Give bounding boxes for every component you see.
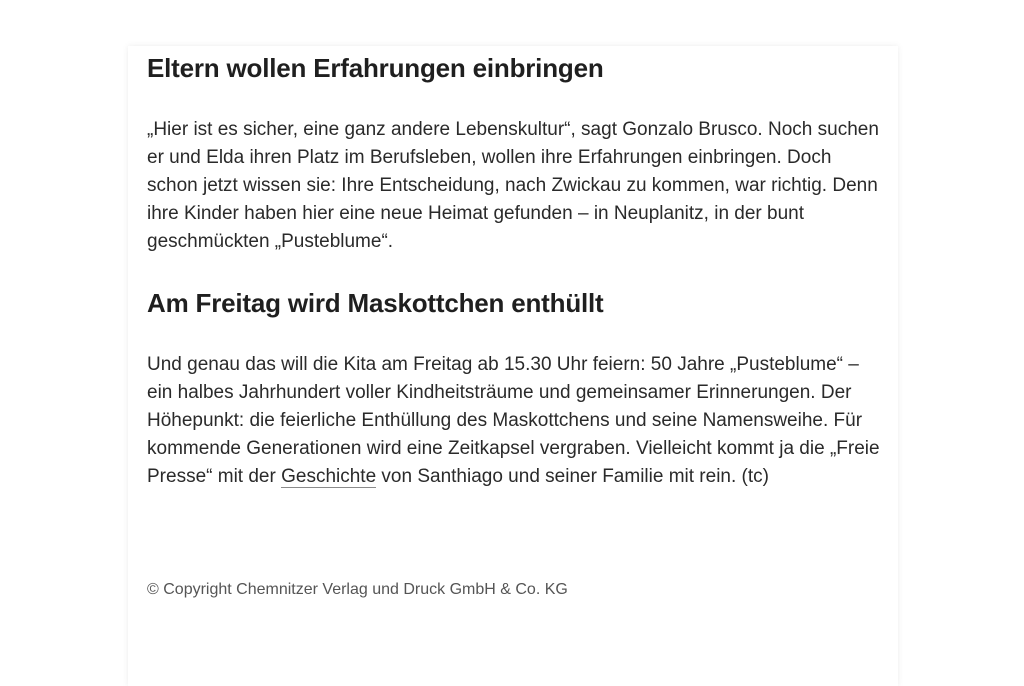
section-heading-mascot: Am Freitag wird Maskottchen enthüllt (147, 288, 604, 318)
paragraph-text-before-link: Und genau das will die Kita am Freitag ab 15.30 Uhr feiern: 50 Jahre „Pusteblume“ – ein halbes Jahrhundert voller Kindheitsträume und gemeinsamer Erinnerungen. Der Höhepunkt: die feierliche Enthüllung des Maskottchens und seine Namensweihe. Für kommende Generationen wird eine Zeitkapsel vergraben. Vielleicht kommt ja die „Freie Presse“ mit der (147, 354, 880, 487)
article-page (128, 46, 898, 686)
paragraph-text-after-link: von Santhiago und seiner Familie mit rein. (tc) (376, 466, 769, 487)
story-link[interactable]: Geschichte (281, 466, 377, 487)
section-heading-parents: Eltern wollen Erfahrungen einbringen (147, 53, 604, 83)
section-paragraph-mascot (147, 351, 882, 491)
copyright-notice: © Copyright Chemnitzer Verlag und Druck GmbH & Co. KG (147, 581, 568, 598)
section-paragraph-parents: „Hier ist es sicher, eine ganz andere Lebenskultur“, sagt Gonzalo Brusco. Noch suchen er und Elda ihren Platz im Berufsleben, wollen ihre Erfahrungen einbringen. Doch schon jetzt wissen sie: Ihre Entscheidung, nach Zwickau zu kommen, war richtig. Denn ihre Kinder haben hier eine neue Heimat gefunden – in Neuplanitz, in der bunt geschmückten „Pusteblume“. (147, 119, 879, 252)
